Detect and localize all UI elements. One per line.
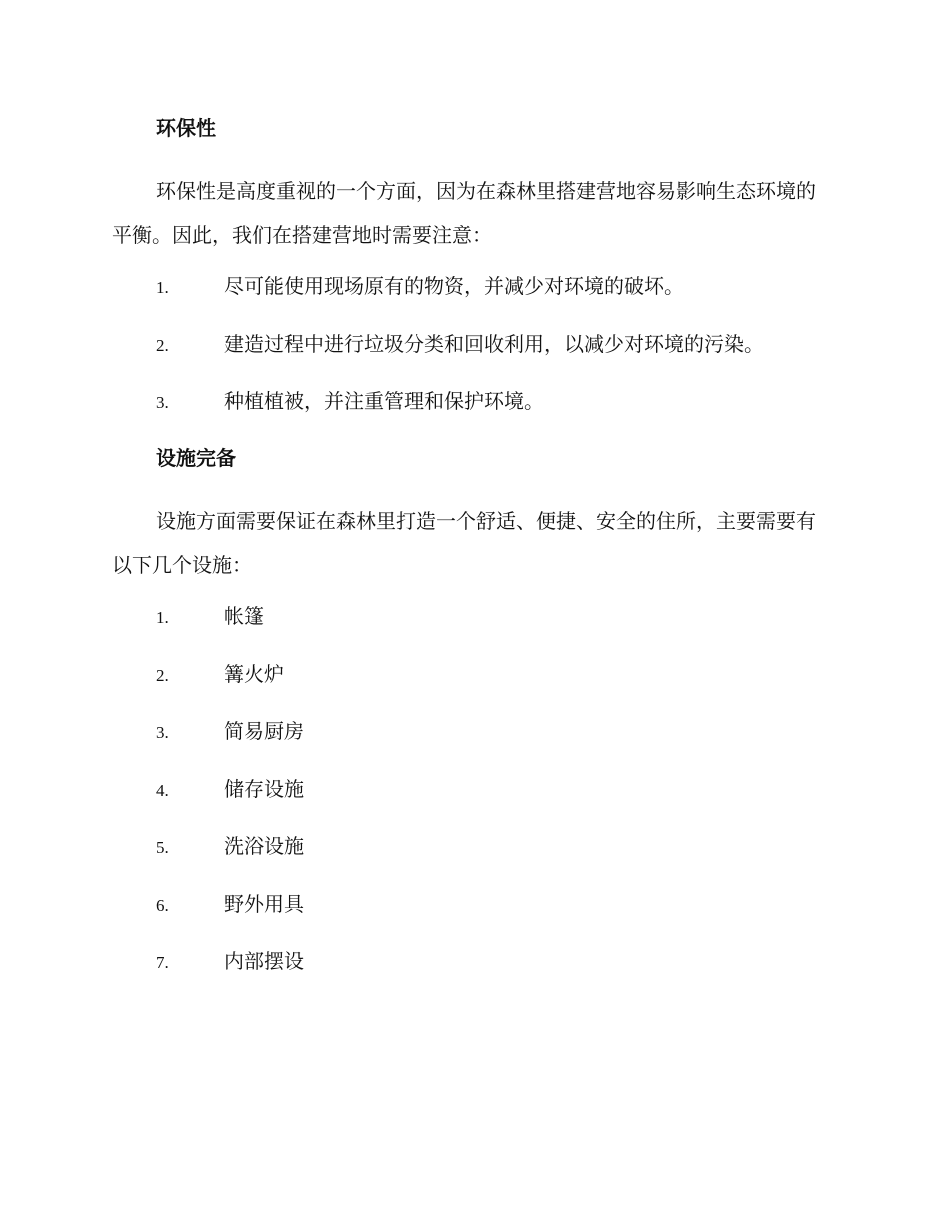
list-item-number: 3. bbox=[156, 393, 169, 412]
section-paragraph: 设施方面需要保证在森林里打造一个舒适、便捷、安全的住所，主要需要有以下几个设施： bbox=[112, 509, 816, 577]
list-item-number: 4. bbox=[156, 780, 169, 800]
list-item bbox=[112, 328, 830, 360]
list-item-text: 野外用具 bbox=[224, 891, 304, 916]
list-item-text: 储存设施 bbox=[224, 776, 304, 801]
list-item-text: 尽可能使用现场原有的物资，并减少对环境的破坏。 bbox=[224, 274, 684, 298]
list-item-text: 种植植被，并注重管理和保护环境。 bbox=[224, 389, 544, 413]
list-item bbox=[112, 830, 830, 862]
list-item bbox=[112, 385, 830, 417]
section-heading: 环保性 bbox=[156, 116, 216, 140]
list-item-number: 6. bbox=[156, 895, 169, 915]
section-environmental bbox=[112, 112, 830, 417]
list-item-number: 3. bbox=[156, 723, 169, 742]
section-facilities bbox=[112, 442, 830, 977]
list-item-text: 洗浴设施 bbox=[224, 834, 304, 858]
numbered-list bbox=[112, 270, 830, 417]
list-item bbox=[112, 945, 830, 977]
list-item-text: 建造过程中进行垃圾分类和回收利用，以减少对环境的污染。 bbox=[224, 331, 764, 356]
list-item-number: 7. bbox=[156, 953, 169, 972]
list-item-number: 1. bbox=[156, 608, 169, 627]
list-item bbox=[112, 888, 830, 920]
list-item-number: 5. bbox=[156, 838, 169, 857]
section-paragraph: 环保性是高度重视的一个方面，因为在森林里搭建营地容易影响生态环境的平衡。因此，我们在搭建营地时需要注意： bbox=[112, 179, 816, 247]
list-item-text: 内部摆设 bbox=[224, 949, 304, 973]
section-heading: 设施完备 bbox=[156, 446, 236, 470]
numbered-list bbox=[112, 600, 830, 977]
list-item-text: 简易厨房 bbox=[224, 719, 304, 743]
list-item-number: 1. bbox=[156, 278, 169, 297]
list-item bbox=[112, 715, 830, 747]
list-item-text: 篝火炉 bbox=[224, 661, 284, 686]
list-item bbox=[112, 600, 830, 632]
list-item bbox=[112, 773, 830, 805]
list-item-number: 2. bbox=[156, 335, 169, 355]
list-item-number: 2. bbox=[156, 665, 169, 685]
list-item bbox=[112, 658, 830, 690]
list-item bbox=[112, 270, 830, 302]
list-item-text: 帐篷 bbox=[224, 604, 264, 628]
